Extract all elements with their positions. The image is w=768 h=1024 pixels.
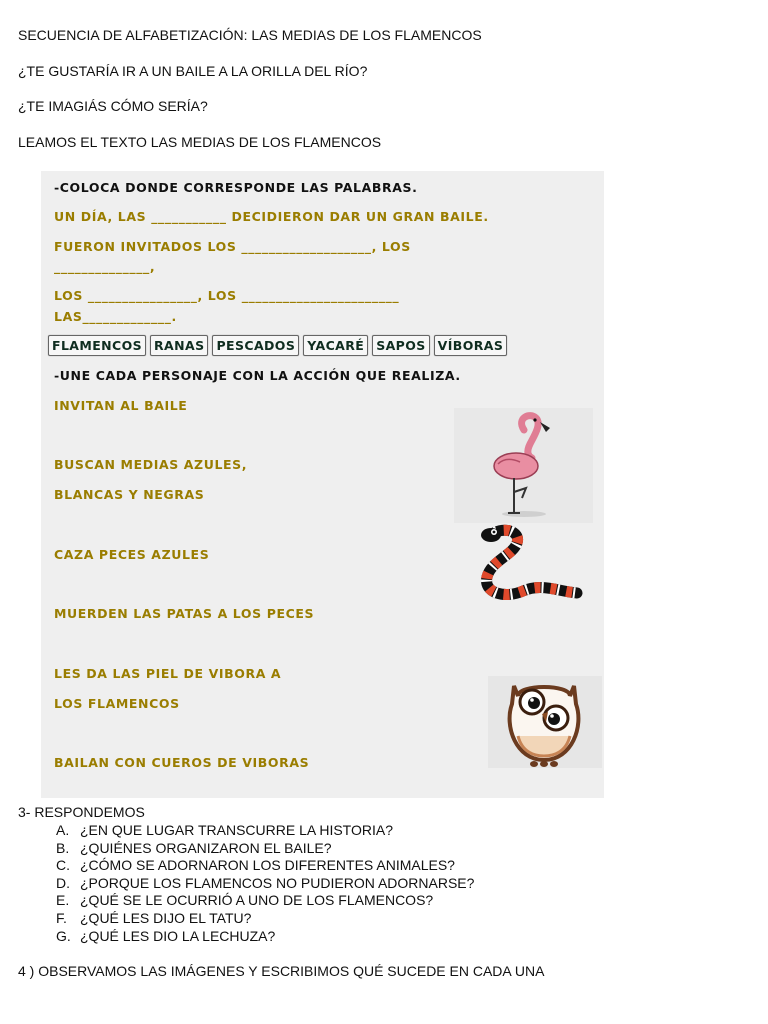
word-sapos: SAPOS bbox=[372, 335, 429, 356]
action-buscan-2: BLANCAS Y NEGRAS bbox=[54, 487, 205, 502]
action-bailan: BAILAN CON CUEROS DE VIBORAS bbox=[54, 755, 310, 770]
question-letter: E. bbox=[56, 892, 70, 909]
instruction-fill-words: -COLOCA DONDE CORRESPONDE LAS PALABRAS. bbox=[54, 180, 418, 195]
snake-image bbox=[477, 521, 589, 607]
question-letter: B. bbox=[56, 839, 70, 856]
flamingo-image bbox=[454, 408, 593, 523]
question-text: ¿PORQUE LOS FLAMENCOS NO PUDIERON ADORNARSE? bbox=[80, 874, 475, 891]
question-text: ¿QUÉ LES DIO LA LECHUZA? bbox=[80, 927, 276, 944]
list-item bbox=[56, 892, 474, 910]
action-buscan: BUSCAN MEDIAS AZULES, bbox=[54, 457, 248, 472]
question-letter: F. bbox=[56, 909, 67, 926]
question-letter: A. bbox=[56, 822, 70, 838]
word-viboras: VÍBORAS bbox=[434, 335, 508, 356]
question-letter: G. bbox=[56, 927, 71, 944]
fill-line-2: FUERON INVITADOS LOS ___________________, LOS bbox=[54, 239, 411, 254]
intro-read-instruction: LEAMOS EL TEXTO LAS MEDIAS DE LOS FLAMENCOS bbox=[18, 134, 382, 150]
question-text: ¿QUÉ LES DIJO EL TATU? bbox=[80, 909, 252, 926]
word-yacare: YACARÉ bbox=[303, 335, 368, 356]
word-pescados: PESCADOS bbox=[212, 335, 299, 356]
questions-list bbox=[56, 822, 474, 945]
fill-line-1: UN DÍA, LAS ___________ DECIDIERON DAR UN GRAN BAILE. bbox=[54, 209, 489, 224]
fill-line-3: ______________, bbox=[54, 259, 156, 274]
document-title: SECUENCIA DE ALFABETIZACIÓN: LAS MEDIAS DE LOS FLAMENCOS bbox=[18, 27, 482, 43]
list-item bbox=[56, 822, 474, 840]
question-text: ¿QUÉ SE LE OCURRIÓ A UNO DE LOS FLAMENCOS? bbox=[80, 892, 434, 909]
fill-line-5: LAS_____________. bbox=[54, 309, 177, 324]
action-muerden: MUERDEN LAS PATAS A LOS PECES bbox=[54, 606, 315, 621]
intro-question-imagine: ¿TE IMAGIÁS CÓMO SERÍA? bbox=[18, 98, 208, 114]
list-item bbox=[56, 840, 474, 858]
list-item bbox=[56, 857, 474, 875]
question-text: ¿QUIÉNES ORGANIZARON EL BAILE? bbox=[80, 839, 332, 856]
question-letter: C. bbox=[56, 857, 70, 874]
list-item bbox=[56, 875, 474, 893]
question-text: ¿CÓMO SE ADORNARON LOS DIFERENTES ANIMALES? bbox=[80, 857, 455, 874]
owl-image bbox=[488, 676, 602, 768]
word-ranas: RANAS bbox=[150, 335, 208, 356]
intro-question-dance: ¿TE GUSTARÍA IR A UN BAILE A LA ORILLA DEL RÍO? bbox=[18, 63, 368, 79]
word-bank bbox=[48, 335, 507, 356]
action-caza: CAZA PECES AZULES bbox=[54, 547, 210, 562]
list-item bbox=[56, 928, 474, 946]
questions-title: 3- RESPONDEMOS bbox=[18, 804, 145, 820]
action-les-da-2: LOS FLAMENCOS bbox=[54, 696, 180, 711]
task-4-instruction: 4 ) OBSERVAMOS LAS IMÁGENES Y ESCRIBIMOS QUÉ SUCEDE EN CADA UNA bbox=[18, 963, 545, 979]
word-flamencos: FLAMENCOS bbox=[48, 335, 146, 356]
worksheet-panel bbox=[41, 171, 604, 798]
action-invitan: INVITAN AL BAILE bbox=[54, 398, 188, 413]
list-item bbox=[56, 910, 474, 928]
fill-line-4: LOS ________________, LOS _______________________ bbox=[54, 288, 400, 303]
action-les-da: LES DA LAS PIEL DE VIBORA A bbox=[54, 666, 282, 681]
instruction-match-characters: -UNE CADA PERSONAJE CON LA ACCIÓN QUE REALIZA. bbox=[54, 368, 461, 383]
question-text: ¿EN QUE LUGAR TRANSCURRE LA HISTORIA? bbox=[80, 822, 393, 838]
question-letter: D. bbox=[56, 874, 70, 891]
